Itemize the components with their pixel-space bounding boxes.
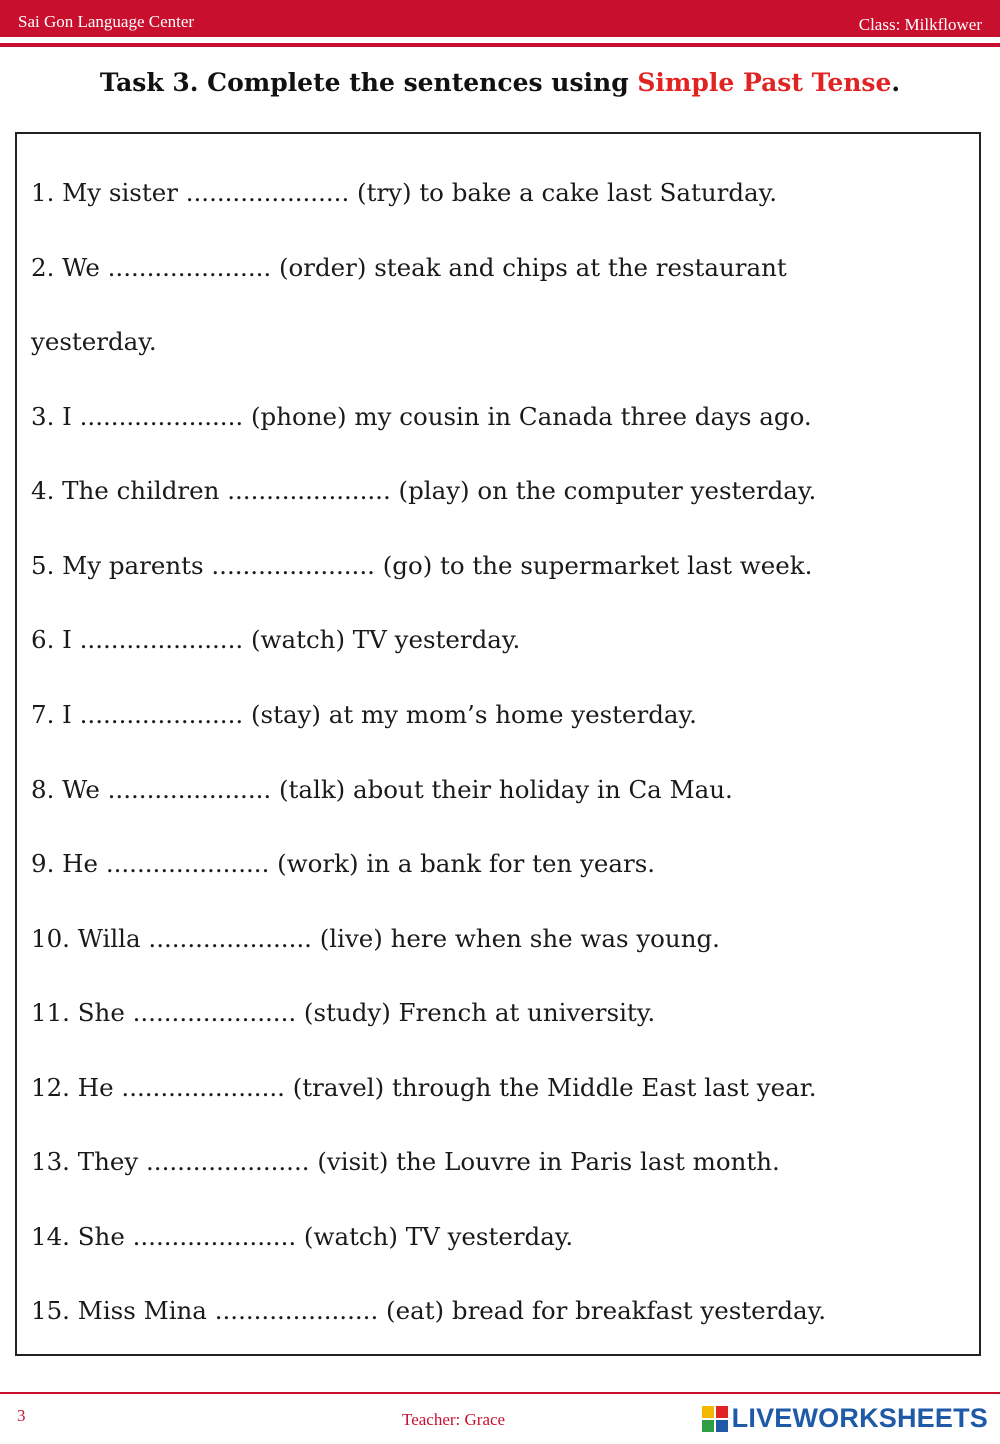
sentence-line: 14. She ..................... (watch) TV yesterday. — [31, 1222, 574, 1251]
sentence-line: 7. I ..................... (stay) at my mom’s home yesterday. — [31, 700, 697, 729]
sentence-line: 3. I ..................... (phone) my cousin in Canada three days ago. — [31, 402, 812, 431]
sentence-line: 13. They ..................... (visit) the Louvre in Paris last month. — [31, 1147, 780, 1176]
class-label: Class: Milkflower — [858, 15, 982, 34]
sentence-line: 12. He ..................... (travel) through the Middle East last year. — [31, 1073, 817, 1102]
brand-text: LIVEWORKSHEETS — [731, 1403, 988, 1433]
page-number: 3 — [17, 1406, 26, 1425]
sentence-line: 1. My sister ..................... (try) to bake a cake last Saturday. — [31, 178, 778, 207]
liveworksheets-logo-icon — [702, 1406, 728, 1432]
footer-rule — [0, 1392, 1000, 1394]
brand-logo[interactable] — [702, 1403, 988, 1434]
task-title-highlight: Simple Past Tense — [637, 68, 892, 97]
school-name: Sai Gon Language Center — [18, 12, 195, 31]
sentence-line: 11. She ..................... (study) French at university. — [31, 998, 656, 1027]
header-bar — [0, 0, 1000, 43]
sentence-line: yesterday. — [31, 327, 157, 356]
sentence-line: 9. He ..................... (work) in a bank for ten years. — [31, 849, 656, 878]
sentence-line: 5. My parents ..................... (go) to the supermarket last week. — [31, 551, 813, 580]
task-title — [0, 68, 1000, 97]
sentence-line: 15. Miss Mina ..................... (eat) bread for breakfast yesterday. — [31, 1296, 827, 1325]
sentence-line: 8. We ..................... (talk) about their holiday in Ca Mau. — [31, 775, 733, 804]
sentence-line: 10. Willa ..................... (live) here when she was young. — [31, 924, 720, 953]
teacher-name: Teacher: Grace — [402, 1410, 506, 1429]
sentence-line: 4. The children ..................... (play) on the computer yesterday. — [31, 476, 817, 505]
task-title-suffix: . — [891, 68, 901, 97]
exercise-box — [15, 132, 981, 1356]
sentence-line: 6. I ..................... (watch) TV yesterday. — [31, 625, 521, 654]
task-title-prefix: Task 3. Complete the sentences using — [99, 68, 638, 97]
sentence-line: 2. We ..................... (order) steak and chips at the restaurant — [31, 253, 787, 282]
